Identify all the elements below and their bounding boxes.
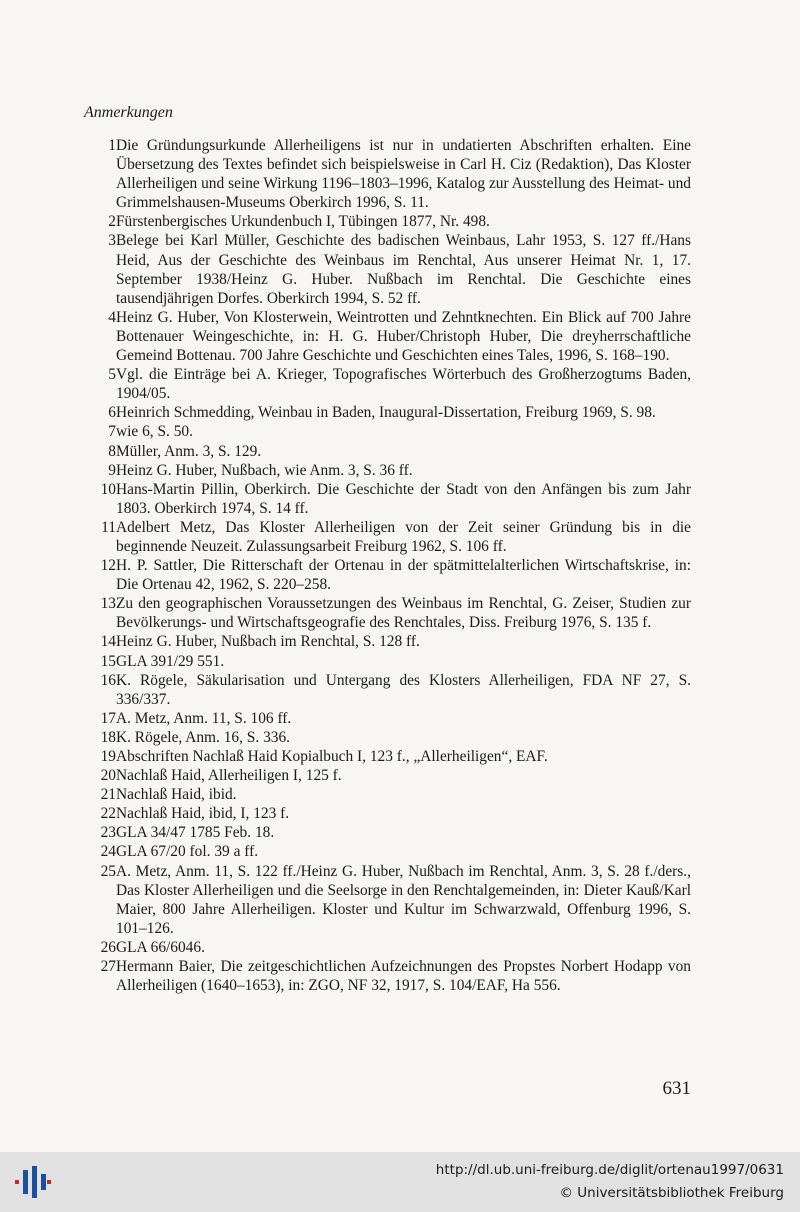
footnote-number	[84, 957, 116, 995]
footnote-number	[84, 632, 116, 651]
footnote-item	[84, 480, 691, 518]
footnote-text: GLA 34/47 1785 Feb. 18.	[116, 824, 275, 842]
footnote-text: GLA 67/20 fol. 39 a ff.	[116, 843, 259, 861]
footnote-number-text: 13	[100, 595, 116, 613]
footnote-number-text: 21	[100, 786, 116, 804]
footnote-number	[84, 442, 116, 461]
footnote-item	[84, 747, 691, 766]
footnote-text: Hermann Baier, Die zeitgeschichtlichen Aufzeichnungen des Propstes Norbert Hodapp von Allerheiligen (1640–1653), in: ZGO, NF 32, 1917, S. 104/EAF, Ha 556.	[116, 958, 691, 995]
footnote-number	[84, 671, 116, 709]
footnote-text: GLA 66/6046.	[116, 938, 205, 956]
footnote-number-text: 4	[108, 308, 116, 326]
footnote-list	[84, 136, 691, 995]
footnote-text: Belege bei Karl Müller, Geschichte des badischen Weinbaus, Lahr 1953, S. 127 ff./Hans Heid, Aus der Geschichte des Weinbaus im Renchtal, Aus unserer Heimat Nr. 1, 17. September 1938/Heinz G. Huber. Nußbach im Renchtal. Die Geschichte eines tausendjährigen Dorfes. Oberkirch 1994, S. 52 ff.	[116, 232, 691, 307]
footnote-number-text: 11	[101, 518, 116, 536]
footnote-number-text: 3	[108, 232, 116, 250]
footnote-text: K. Rögele, Säkularisation und Untergang des Klosters Allerheiligen, FDA NF 27, S. 336/337.	[116, 671, 691, 708]
footnote-text: A. Metz, Anm. 11, S. 122 ff./Heinz G. Huber, Nußbach im Renchtal, Anm. 3, S. 28 f./ders., Das Kloster Allerheiligen und die Seelsorge in den Renchtalgemeinden, in: Dieter Kauß/Karl Maier, 800 Jahre Allerheiligen. Kloster und Kultur im Schwarzwald, Offenburg 1996, S. 101–126.	[116, 862, 691, 937]
footnote-item	[84, 308, 691, 365]
footnote-item	[84, 403, 691, 422]
footnote-number	[84, 480, 116, 518]
footnote-item	[84, 957, 691, 995]
footnote-number	[84, 842, 116, 861]
footnote-text: Die Gründungsurkunde Allerheiligens ist nur in undatierten Abschriften erhalten. Eine Übersetzung des Textes befindet sich beispielsweise in Carl H. Ciz (Redaktion), Das Kloster Allerheiligen und seine Wirkung 1196–1803–1996, Katalog zur Ausstellung des Heimat- und Grimmelshausen-Museums Oberkirch 1996, S. 11.	[116, 137, 691, 212]
footnote-text: Heinrich Schmedding, Weinbau in Baden, Inaugural-Dissertation, Freiburg 1969, S. 98.	[116, 404, 656, 422]
footnote-number-text: 5	[108, 366, 116, 384]
footnote-number	[84, 136, 116, 212]
footnote-item	[84, 594, 691, 632]
footnote-number-text: 19	[100, 748, 116, 765]
footnote-number-text: 25	[100, 862, 116, 880]
footnote-number-text: 2	[108, 213, 116, 231]
footnote-text: wie 6, S. 50.	[116, 423, 193, 441]
footnote-number	[84, 785, 116, 804]
footnote-number-text: 1	[108, 137, 116, 154]
footnote-number-text: 18	[100, 728, 116, 746]
source-url-link[interactable]: http://dl.ub.uni-freiburg.de/diglit/ortenau1997/0631	[435, 1162, 784, 1178]
footnote-item	[84, 212, 691, 231]
footnote-item	[84, 823, 691, 842]
footnote-number	[84, 728, 116, 747]
page-number: 631	[662, 1078, 691, 1099]
footnote-text: Abschriften Nachlaß Haid Kopialbuch I, 123 f., „Allerheiligen“, EAF.	[116, 748, 548, 765]
footnote-number-text: 6	[108, 404, 116, 422]
footnote-number	[84, 709, 116, 728]
footnote-number	[84, 231, 116, 307]
footnote-item	[84, 442, 691, 461]
footnote-number	[84, 804, 116, 823]
footnote-number	[84, 823, 116, 842]
footnote-item	[84, 365, 691, 403]
footnote-item	[84, 556, 691, 594]
footnote-number-text: 8	[108, 442, 116, 460]
footnote-text: Müller, Anm. 3, S. 129.	[116, 442, 262, 460]
footnote-item	[84, 136, 691, 212]
footnote-number	[84, 212, 116, 231]
footnote-text: Vgl. die Einträge bei A. Krieger, Topografisches Wörterbuch des Großherzogtums Baden, 1904/05.	[116, 366, 691, 403]
footnote-text: Nachlaß Haid, Allerheiligen I, 125 f.	[116, 767, 342, 785]
footnote-text: H. P. Sattler, Die Ritterschaft der Ortenau in der spätmittelalterlichen Wirtschaftskrise, in: Die Ortenau 42, 1962, S. 220–258.	[116, 557, 691, 594]
footnote-number	[84, 365, 116, 403]
footnote-text: A. Metz, Anm. 11, S. 106 ff.	[116, 709, 292, 727]
footnote-item	[84, 671, 691, 709]
footnote-number	[84, 766, 116, 785]
footnote-item	[84, 518, 691, 556]
footnote-item	[84, 938, 691, 957]
footnote-number-text: 24	[100, 843, 116, 861]
footnote-number-text: 22	[100, 805, 116, 823]
footnote-text: Fürstenbergisches Urkundenbuch I, Tübingen 1877, Nr. 498.	[116, 213, 490, 231]
footnote-item	[84, 461, 691, 480]
footnote-number	[84, 422, 116, 441]
footnote-text: Zu den geographischen Voraussetzungen des Weinbaus im Renchtal, G. Zeiser, Studien zur Bevölkerungs- und Wirtschaftsgeografie des Renchtales, Diss. Freiburg 1976, S. 135 f.	[116, 595, 691, 632]
footnote-number	[84, 862, 116, 938]
footnote-number	[84, 308, 116, 365]
copyright-text: © Universitätsbibliothek Freiburg	[559, 1185, 784, 1201]
section-heading: Anmerkungen	[84, 104, 173, 121]
footnote-number-text: 14	[100, 633, 116, 651]
footnote-item	[84, 862, 691, 938]
footnote-number	[84, 652, 116, 671]
ub-freiburg-logo-icon	[12, 1162, 52, 1202]
footnote-number-text: 27	[100, 958, 116, 976]
footnote-number-text: 10	[100, 480, 116, 498]
footnote-text: Heinz G. Huber, Von Klosterwein, Weintrotten und Zehntknechten. Ein Blick auf 700 Jahre Bottenauer Weingeschichte, in: H. G. Huber/Christoph Huber, Die dreyherrschaftliche Gemeind Bottenau. 700 Jahre Geschichte und Geschichten eines Tales, 1996, S. 168–190.	[116, 308, 691, 365]
footnote-item	[84, 231, 691, 307]
footnote-item	[84, 632, 691, 651]
footnote-number	[84, 747, 116, 766]
footnote-number-text: 9	[108, 461, 116, 479]
footnote-number	[84, 594, 116, 632]
footnote-item	[84, 652, 691, 671]
footnote-number-text: 17	[100, 709, 116, 727]
footnote-number-text: 20	[100, 767, 116, 785]
footnote-number-text: 23	[100, 824, 116, 842]
footnote-item	[84, 785, 691, 804]
footnote-number-text: 16	[100, 671, 116, 689]
footnote-item	[84, 766, 691, 785]
footnote-item	[84, 709, 691, 728]
footnote-item	[84, 842, 691, 861]
footnote-text: Adelbert Metz, Das Kloster Allerheiligen von der Zeit seiner Gründung bis in die beginnende Neuzeit. Zulassungsarbeit Freiburg 1962, S. 106 ff.	[116, 518, 691, 555]
footnote-number	[84, 938, 116, 957]
footnote-text: Hans-Martin Pillin, Oberkirch. Die Geschichte der Stadt von den Anfängen bis zum Jahr 1803. Oberkirch 1974, S. 14 ff.	[116, 480, 691, 517]
footer-bar	[0, 1152, 800, 1212]
footnote-text: Heinz G. Huber, Nußbach, wie Anm. 3, S. 36 ff.	[116, 461, 413, 479]
footnote-number-text: 15	[100, 652, 116, 670]
footnote-text: K. Rögele, Anm. 16, S. 336.	[116, 728, 291, 746]
footnote-text: Nachlaß Haid, ibid.	[116, 786, 237, 804]
footnote-item	[84, 728, 691, 747]
footnote-item	[84, 422, 691, 441]
footnote-number-text: 26	[100, 938, 116, 956]
footnote-number	[84, 556, 116, 594]
footnote-text: GLA 391/29 551.	[116, 652, 225, 670]
footnote-number	[84, 461, 116, 480]
footnote-item	[84, 804, 691, 823]
footnote-number-text: 12	[100, 557, 116, 575]
footnote-text: Nachlaß Haid, ibid, I, 123 f.	[116, 805, 290, 823]
footnote-number-text: 7	[108, 423, 116, 441]
footnote-number	[84, 403, 116, 422]
footnote-text: Heinz G. Huber, Nußbach im Renchtal, S. 128 ff.	[116, 633, 420, 651]
footnote-number	[84, 518, 116, 556]
